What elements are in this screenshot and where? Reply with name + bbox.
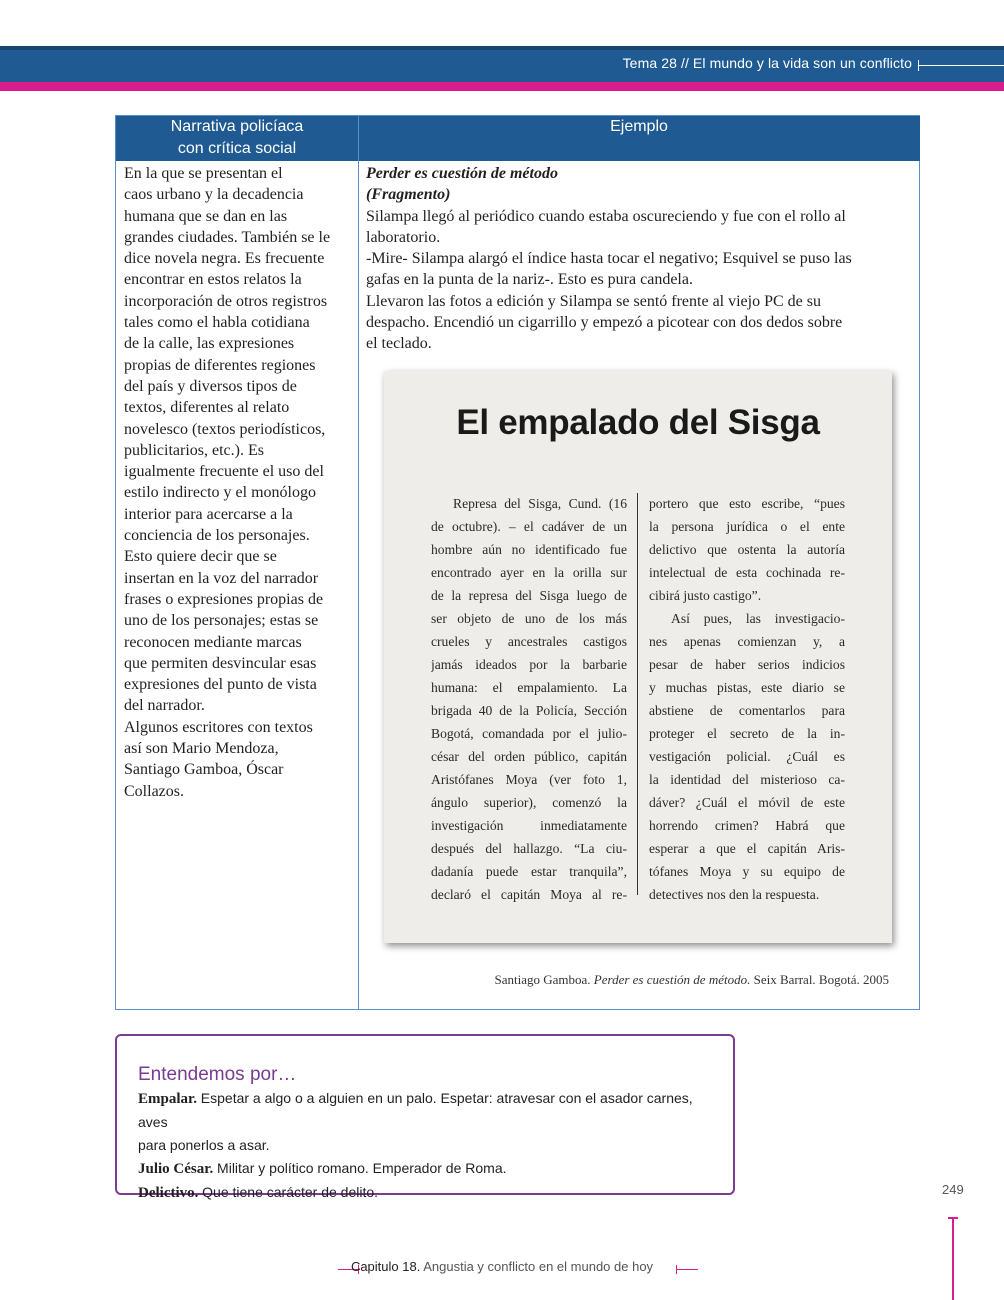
column-divider [358,116,359,1009]
glossary-definition: Espetar a algo o a alguien en un palo. Espetar: atravesar con el asador carnes, aves [138,1090,693,1130]
glossary-term: Julio César. [138,1161,218,1177]
footer-rule-right [676,1269,698,1270]
description-line: Santiago Gamboa, Óscar [124,761,284,779]
clipping-line: declaró el capitán Moya al re- [431,887,627,902]
header-accent-line [0,82,1004,91]
clipping-line: dáver? ¿Cuál el móvil de este [649,795,845,810]
description-line: del país y diversos tipos de [124,377,297,395]
citation [464,972,889,988]
clipping-line: portero que esto escribe, “pues [649,496,845,511]
example-subtitle: (Fragmento) [366,186,451,204]
clipping-line: proteger el secreto de la in- [649,726,845,741]
clipping-column-right [649,492,845,906]
excerpt-line: Llevaron las fotos a edición y Silampa se sentó frente al viejo PC de su [366,292,821,310]
footer-chapter-title: Angustia y conflicto en el mundo de hoy [423,1259,654,1274]
excerpt-line: Silampa llegó al periódico cuando estaba oscureciendo y fue con el rollo al [366,207,846,225]
description-line: humana que se dan en las [124,207,288,225]
citation-work: Perder es cuestión de método. [593,972,751,987]
glossary-entry [138,1087,723,1134]
clipping-line: ángulo superior), comenzó la [431,795,627,810]
clipping-column-rule [637,493,638,895]
description-line: estilo indirecto y el monólogo [124,484,316,502]
glossary-definition: para ponerlos a asar. [138,1137,270,1153]
glossary-term: Empalar. [138,1091,201,1107]
description-line: propias de diferentes regiones [124,356,316,374]
clipping-line: césar del orden público, capitán [431,749,627,764]
description-line: grandes ciudades. También se le [124,228,331,246]
glossary-box [115,1034,735,1201]
clipping-line: Aristófanes Moya (ver foto 1, [431,772,627,787]
clipping-line: ser objeto de uno de los más [431,611,627,626]
clipping-line: hombre aún no identificado fue [431,542,627,557]
column-header-genre [116,116,358,161]
clipping-line: de octubre). – el cadáver de un [431,519,627,534]
description-line: conciencia de los personajes. [124,527,310,545]
description-line: incorporación de otros registros [124,292,328,310]
glossary-entries [138,1087,723,1205]
description-line: Collazos. [124,782,184,800]
column-header-example: Ejemplo [358,116,920,161]
description-line: que permiten desvincular esas [124,654,317,672]
glossary-entry [138,1134,723,1157]
clipping-line: la persona jurídica o el ente [649,519,845,534]
description-line: Algunos escritores con textos [124,718,313,736]
citation-publisher: Seix Barral. Bogotá. 2005 [753,972,889,987]
footer-chapter: Capitulo 18. [350,1259,421,1274]
excerpt-line: despacho. Encendió un cigarrillo y empezó a picotear con dos dedos sobre [366,314,843,332]
description-line: del narrador. [124,697,205,715]
excerpt-line: gafas en la punta de la nariz-. Esto es pura candela. [366,271,693,289]
clipping-line: intelectual de esta cochinada re- [649,565,845,580]
description-line: expresiones del punto de vista [124,676,317,694]
glossary-definition: Que tiene carácter de delito. [202,1184,379,1200]
newspaper-clipping [384,371,892,943]
glossary-entry [138,1157,723,1181]
clipping-line: brigada 40 de la Policía, Sección [431,703,627,718]
clipping-line: horrendo crimen? Habrá que [649,818,845,833]
clipping-line: abstiene de comentarlos para [649,703,845,718]
clipping-line: Bogotá, comandada por el julio- [431,726,627,741]
clipping-line: delictivo que ostenta la autoría [649,542,845,557]
example-title: Perder es cuestión de método [366,165,558,182]
clipping-line: jamás ideados por la barbarie [431,657,627,672]
description-line: dice novela negra. Es frecuente [124,250,325,268]
description-line: textos, diferentes al relato [124,399,290,417]
excerpt-line: laboratorio. [366,228,441,246]
clipping-line: y muchas pistas, este diario se [649,680,845,695]
clipping-line: la identidad del misterioso ca- [649,772,845,787]
description-line: caos urbano y la decadencia [124,186,304,204]
column-header-genre-line-1: Narrativa policíaca [170,118,304,135]
glossary-term: Delictivo. [138,1185,203,1201]
clipping-line: después del hallazgo. “La ciu- [431,841,627,856]
footer-rule-right-tick [676,1265,677,1274]
description-line: En la que se presentan el [124,165,283,182]
column-header-genre-line-2: con crítica social [177,140,297,157]
description-line: tales como el habla cotidiana [124,314,310,332]
clipping-line: tófanes Moya y su equipo de [649,864,845,879]
glossary-title: Entendemos por… [138,1064,297,1085]
clipping-line: cibirá justo castigo”. [649,588,762,603]
clipping-line: investigación inmediatamente [431,818,627,833]
genre-description [124,163,356,802]
example-text [366,163,911,355]
clipping-line: humana: el empalamiento. La [431,680,627,695]
genre-table [115,115,920,1010]
clipping-line: dadanía puede estar tranquila”, [431,864,627,879]
citation-author: Santiago Gamboa. [494,972,591,987]
description-line: uno de los personajes; estas se [124,612,319,630]
topic-title: Tema 28 // El mundo y la vida son un conflicto [622,55,912,71]
clipping-line: crueles y ancestrales castigos [431,634,627,649]
clipping-line: nes apenas comienzan y, a [649,634,845,649]
description-line: así son Mario Mendoza, [124,740,279,758]
footer [0,1259,1004,1274]
excerpt-line: -Mire- Silampa alargó el índice hasta tocar el negativo; Esquivel se puso las [366,250,852,268]
clipping-line: pesar de haber serios indicios [649,657,845,672]
header-rule [918,65,1004,66]
description-line: interior para acercarse a la [124,505,293,523]
description-line: reconocen mediante marcas [124,633,302,651]
clipping-line: encontrado ayer en la orilla sur [431,565,627,580]
page-number: 249 [942,1182,964,1197]
clipping-column-left [431,492,627,906]
description-line: de la calle, las expresiones [124,335,295,353]
description-line: igualmente frecuente el uso del [124,463,324,481]
clipping-line: vestigación policial. ¿Cuál es [649,749,845,764]
clipping-headline: El empalado del Sisga [456,403,820,442]
description-line: Esto quiere decir que se [124,548,277,566]
description-line: insertan en la voz del narrador [124,569,319,587]
description-line: frases o expresiones propias de [124,590,324,608]
clipping-line: de la represa del Sisga luego de [431,588,627,603]
glossary-entry [138,1181,723,1205]
clipping-line: Represa del Sisga, Cund. (16 [453,496,627,511]
glossary-definition: Militar y político romano. Emperador de Roma. [217,1160,507,1176]
example-excerpt [366,206,911,355]
excerpt-line: el teclado. [366,335,432,353]
clipping-line: esperar a que el capitán Aris- [649,841,845,856]
description-line: novelesco (textos periodísticos, [124,420,326,438]
clipping-line: detectives nos den la respuesta. [649,887,820,902]
description-line: publicitarios, etc.). Es [124,441,264,459]
clipping-line: Así pues, las investigacio- [671,611,845,626]
description-line: encontrar en estos relatos la [124,271,302,289]
header-band-shadow [0,46,1004,50]
